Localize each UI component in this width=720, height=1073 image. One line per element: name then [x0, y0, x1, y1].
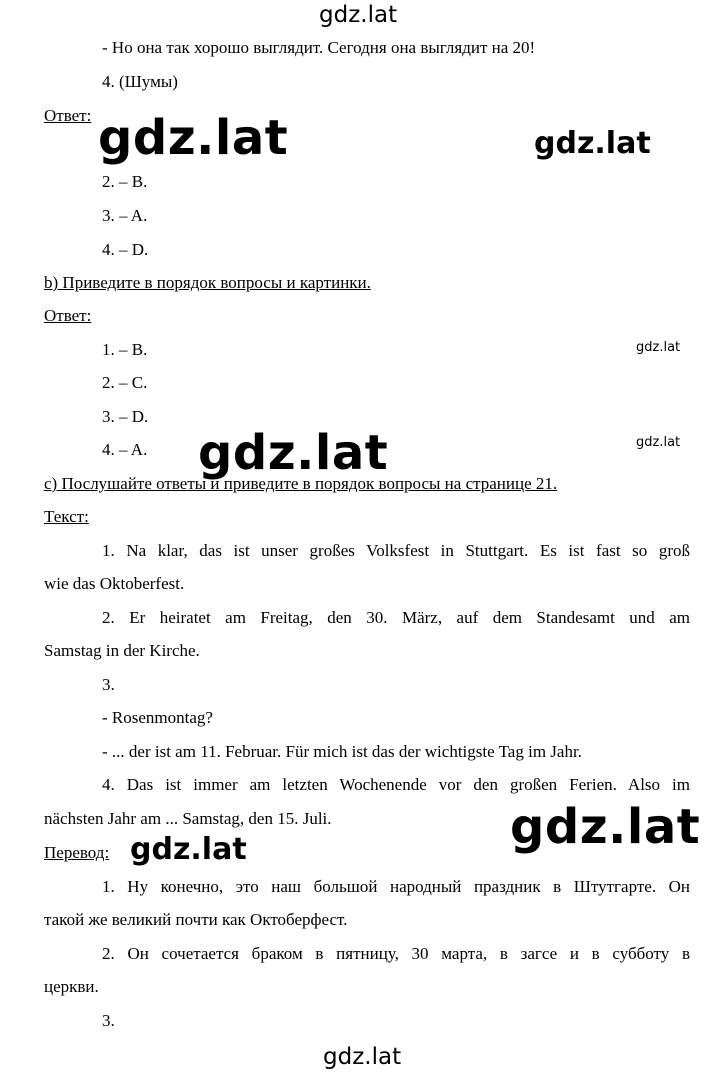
paragraph-line: 1. Ну конечно, это наш большой народный праздник в Штутгарте. Он	[102, 877, 690, 896]
answer-label: Ответ:	[44, 306, 92, 325]
watermark-right-big: gdz.lat	[510, 799, 701, 855]
paragraph-line: nächsten Jahr am ... Samstag, den 15. Juli.	[44, 809, 332, 828]
paragraph-line: 2. Он сочетается браком в пятницу, 30 марта, в загсе и в субботу в	[102, 944, 690, 963]
watermark-tiny-1: gdz.lat	[636, 340, 681, 355]
watermark-left-medium: gdz.lat	[130, 832, 247, 867]
answer-item: 3. – D.	[102, 407, 149, 426]
item-number: 4. (Шумы)	[102, 72, 178, 91]
answer-item: 2. – B.	[102, 172, 148, 191]
paragraph-line: Samstag in der Kirche.	[44, 641, 200, 660]
watermark-left-big: gdz.lat	[98, 110, 289, 166]
paragraph-line: wie das Oktoberfest.	[44, 574, 185, 593]
translation-label: Перевод:	[44, 843, 110, 862]
task-heading: c) Послушайте ответы и приведите в порядок вопросы на странице 21.	[44, 474, 558, 493]
dialogue-line: - Rosenmontag?	[102, 708, 213, 727]
watermark-bottom: gdz.lat	[323, 1044, 402, 1070]
answer-item: 4. – A.	[102, 440, 148, 459]
paragraph-line: церкви.	[44, 977, 99, 996]
dialogue-line: - Но она так хорошо выглядит. Сегодня она выглядит на 20!	[102, 38, 536, 57]
answer-item: 2. – C.	[102, 373, 148, 392]
paragraph-line: 1. Na klar, das ist unser großes Volksfest in Stuttgart. Es ist fast so groß	[102, 541, 690, 560]
task-heading: b) Приведите в порядок вопросы и картинки.	[44, 273, 371, 292]
dialogue-line: - ... der ist am 11. Februar. Für mich ist das der wichtigste Tag im Jahr.	[102, 742, 582, 761]
watermark-tiny-2: gdz.lat	[636, 435, 681, 450]
text-label: Текст:	[44, 507, 89, 526]
answer-item: 1. – B.	[102, 340, 148, 359]
paragraph-line: 4. Das ist immer am letzten Wochenende vor den großen Ferien. Also im	[102, 775, 690, 794]
watermark-center-big: gdz.lat	[198, 425, 389, 481]
answer-item: 4. – D.	[102, 240, 149, 259]
paragraph-line: 2. Er heiratet am Freitag, den 30. März, auf dem Standesamt und am	[102, 608, 690, 627]
item-number: 3.	[102, 675, 115, 694]
watermark-top: gdz.lat	[319, 2, 398, 28]
watermark-right-medium: gdz.lat	[534, 126, 651, 161]
paragraph-line: такой же великий почти как Октоберфест.	[44, 910, 348, 929]
answer-item: 3. – A.	[102, 206, 148, 225]
answer-label: Ответ:	[44, 106, 92, 125]
item-number: 3.	[102, 1011, 115, 1030]
